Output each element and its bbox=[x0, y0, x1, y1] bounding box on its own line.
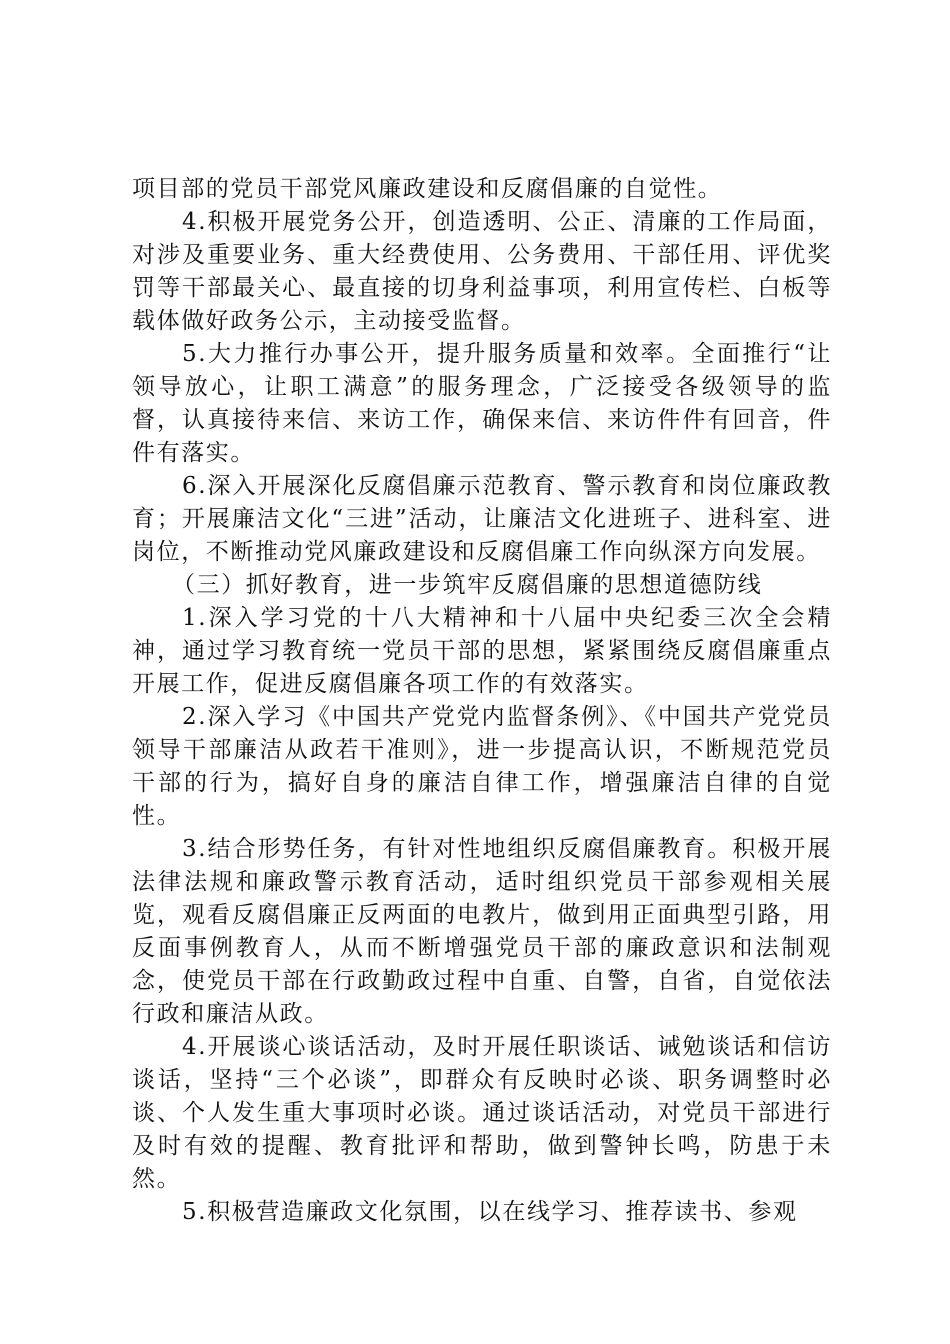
paragraph-item-5-culture: 5.积极营造廉政文化氛围，以在线学习、推荐读书、参观 bbox=[182, 1199, 798, 1225]
paragraph-item-6-education: 6.深入开展深化反腐倡廉示范教育、警示教育和岗位廉政教育；开展廉洁文化“三进”活动，让廉洁文化进班子、进科室、进岗位，不断推动党风廉政建设和反腐倡廉工作向纵深方向发展。 bbox=[132, 473, 832, 565]
paragraph-item-1-study: 1.深入学习党的十八大精神和十八届中央纪委三次全会精神，通过学习教育统一党员干部的思想，紧紧围绕反腐倡廉重点开展工作，促进反腐倡廉各项工作的有效落实。 bbox=[132, 605, 832, 697]
paragraph-continuation: 项目部的党员干部党风廉政建设和反腐倡廉的自觉性。 bbox=[132, 176, 723, 202]
paragraph-item-3-warning-education: 3.结合形势任务，有针对性地组织反腐倡廉教育。积极开展法律法规和廉政警示教育活动，适时组织党员干部参观相关展览，观看反腐倡廉正反两面的电教片，做到用正面典型引路，用反面事例教育人，从而不断增强党员干部的廉政意识和法制观念，使党员干部在行政勤政过程中自重、自警，自省，自觉依法行政和廉洁从政。 bbox=[132, 836, 832, 1027]
paragraph-item-2-regulations: 2.深入学习《中国共产党党内监督条例》、《中国共产党党员领导干部廉洁从政若干准则》，进一步提高认识，不断规范党员干部的行为，搞好自身的廉洁自律工作，增强廉洁自律的自觉性。 bbox=[132, 704, 832, 829]
paragraph-item-4-talks: 4.开展谈心谈话活动，及时开展任职谈话、诫勉谈话和信访谈话，坚持“三个必谈”，即群众有反映时必谈、职务调整时必谈、个人发生重大事项时必谈。通过谈话活动，对党员干部进行及时有效的提醒、教育批评和帮助，做到警钟长鸣，防患于未然。 bbox=[132, 1034, 832, 1192]
paragraph-item-4-party-affairs: 4.积极开展党务公开，创造透明、公正、清廉的工作局面，对涉及重要业务、重大经费使用、公务费用、干部任用、评优奖罚等干部最关心、最直接的切身利益事项，利用宣传栏、白板等载体做好政务公示，主动接受监督。 bbox=[132, 209, 832, 334]
document-body bbox=[132, 173, 832, 1229]
paragraph-item-5-open-affairs: 5.大力推行办事公开，提升服务质量和效率。全面推行“让领导放心，让职工满意”的服务理念，广泛接受各级领导的监督，认真接待来信、来访工作，确保来信、来访件件有回音，件件有落实。 bbox=[132, 341, 832, 466]
section-heading: （三）抓好教育，进一步筑牢反腐倡廉的思想道德防线 bbox=[172, 572, 763, 598]
